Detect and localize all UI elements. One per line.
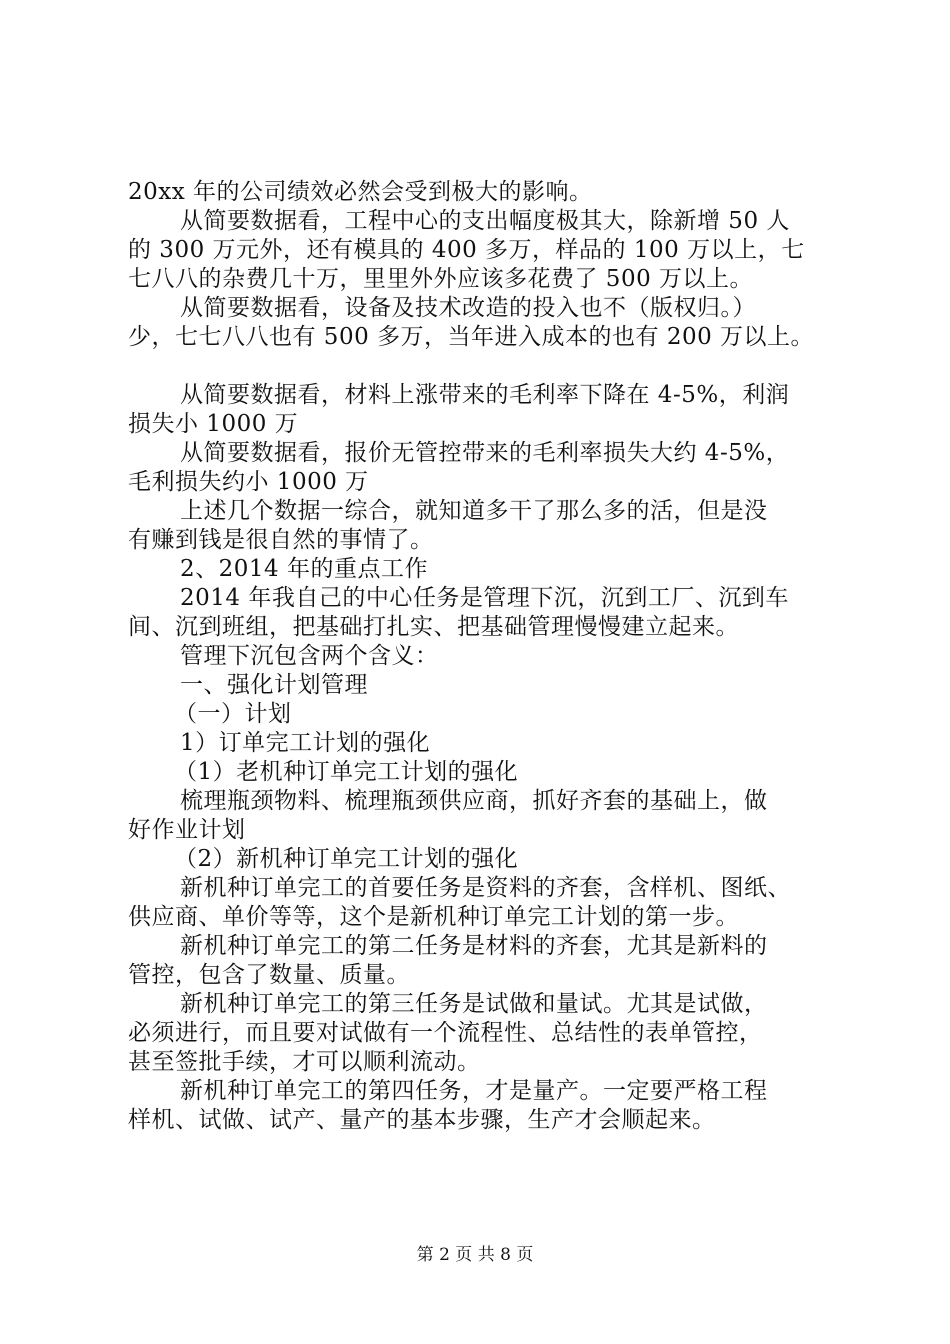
text-line: 2、2014 年的重点工作 xyxy=(180,556,428,582)
text-line: （一）计划 xyxy=(174,701,292,727)
text-line: 从简要数据看，材料上涨带来的毛利率下降在 4-5%，利润 xyxy=(180,382,790,408)
text-line: 梳理瓶颈物料、梳理瓶颈供应商，抓好齐套的基础上，做 xyxy=(180,788,768,814)
text-line: 新机种订单完工的第三任务是试做和量试。尤其是试做， xyxy=(180,991,768,1017)
text-line: 20xx 年的公司绩效必然会受到极大的影响。 xyxy=(128,179,593,205)
text-line: 甚至签批手续，才可以顺利流动。 xyxy=(128,1049,481,1075)
text-line: 损失小 1000 万 xyxy=(128,411,299,437)
text-line: 新机种订单完工的首要任务是资料的齐套，含样机、图纸、 xyxy=(180,875,791,901)
text-line: 毛利损失约小 1000 万 xyxy=(128,469,369,495)
text-line: 上述几个数据一综合，就知道多干了那么多的活，但是没 xyxy=(180,498,768,524)
page-number-footer: 第 2 页 共 8 页 xyxy=(416,1245,534,1265)
text-line: 2014 年我自己的中心任务是管理下沉，沉到工厂、沉到车 xyxy=(180,585,789,611)
text-line: （1）老机种订单完工计划的强化 xyxy=(174,759,519,785)
text-line: 必须进行，而且要对试做有一个流程性、总结性的表单管控， xyxy=(128,1020,763,1046)
blank-line xyxy=(128,352,848,381)
text-line: （2）新机种订单完工计划的强化 xyxy=(174,846,519,872)
text-line: 管控，包含了数量、质量。 xyxy=(128,962,410,988)
text-line: 好作业计划 xyxy=(128,817,246,843)
text-line: 新机种订单完工的第二任务是材料的齐套，尤其是新料的 xyxy=(180,933,768,959)
text-line: 新机种订单完工的第四任务，才是量产。一定要严格工程 xyxy=(180,1078,768,1104)
text-line: 七八八的杂费几十万，里里外外应该多花费了 500 万以上。 xyxy=(128,266,754,292)
text-line: 的 300 万元外，还有模具的 400 多万，样品的 100 万以上，七 xyxy=(128,237,805,263)
text-line: 从简要数据看，工程中心的支出幅度极其大，除新增 50 人 xyxy=(180,208,790,234)
text-line: 间、沉到班组，把基础打扎实、把基础管理慢慢建立起来。 xyxy=(128,614,739,640)
text-line: 少，七七八八也有 500 多万，当年进入成本的也有 200 万以上。 xyxy=(128,324,815,350)
text-line: 从简要数据看，设备及技术改造的投入也不（版权归。） xyxy=(180,295,756,321)
text-line: 有赚到钱是很自然的事情了。 xyxy=(128,527,434,553)
text-line: 从简要数据看，报价无管控带来的毛利率损失大约 4-5%， xyxy=(180,440,790,466)
document-body xyxy=(128,178,848,1135)
text-line: 供应商、单价等等，这个是新机种订单完工计划的第一步。 xyxy=(128,904,739,930)
text-line: 一、强化计划管理 xyxy=(180,672,368,698)
text-line: 样机、试做、试产、量产的基本步骤，生产才会顺起来。 xyxy=(128,1107,716,1133)
text-line: 管理下沉包含两个含义： xyxy=(180,643,439,669)
text-line: 1）订单完工计划的强化 xyxy=(180,730,431,756)
